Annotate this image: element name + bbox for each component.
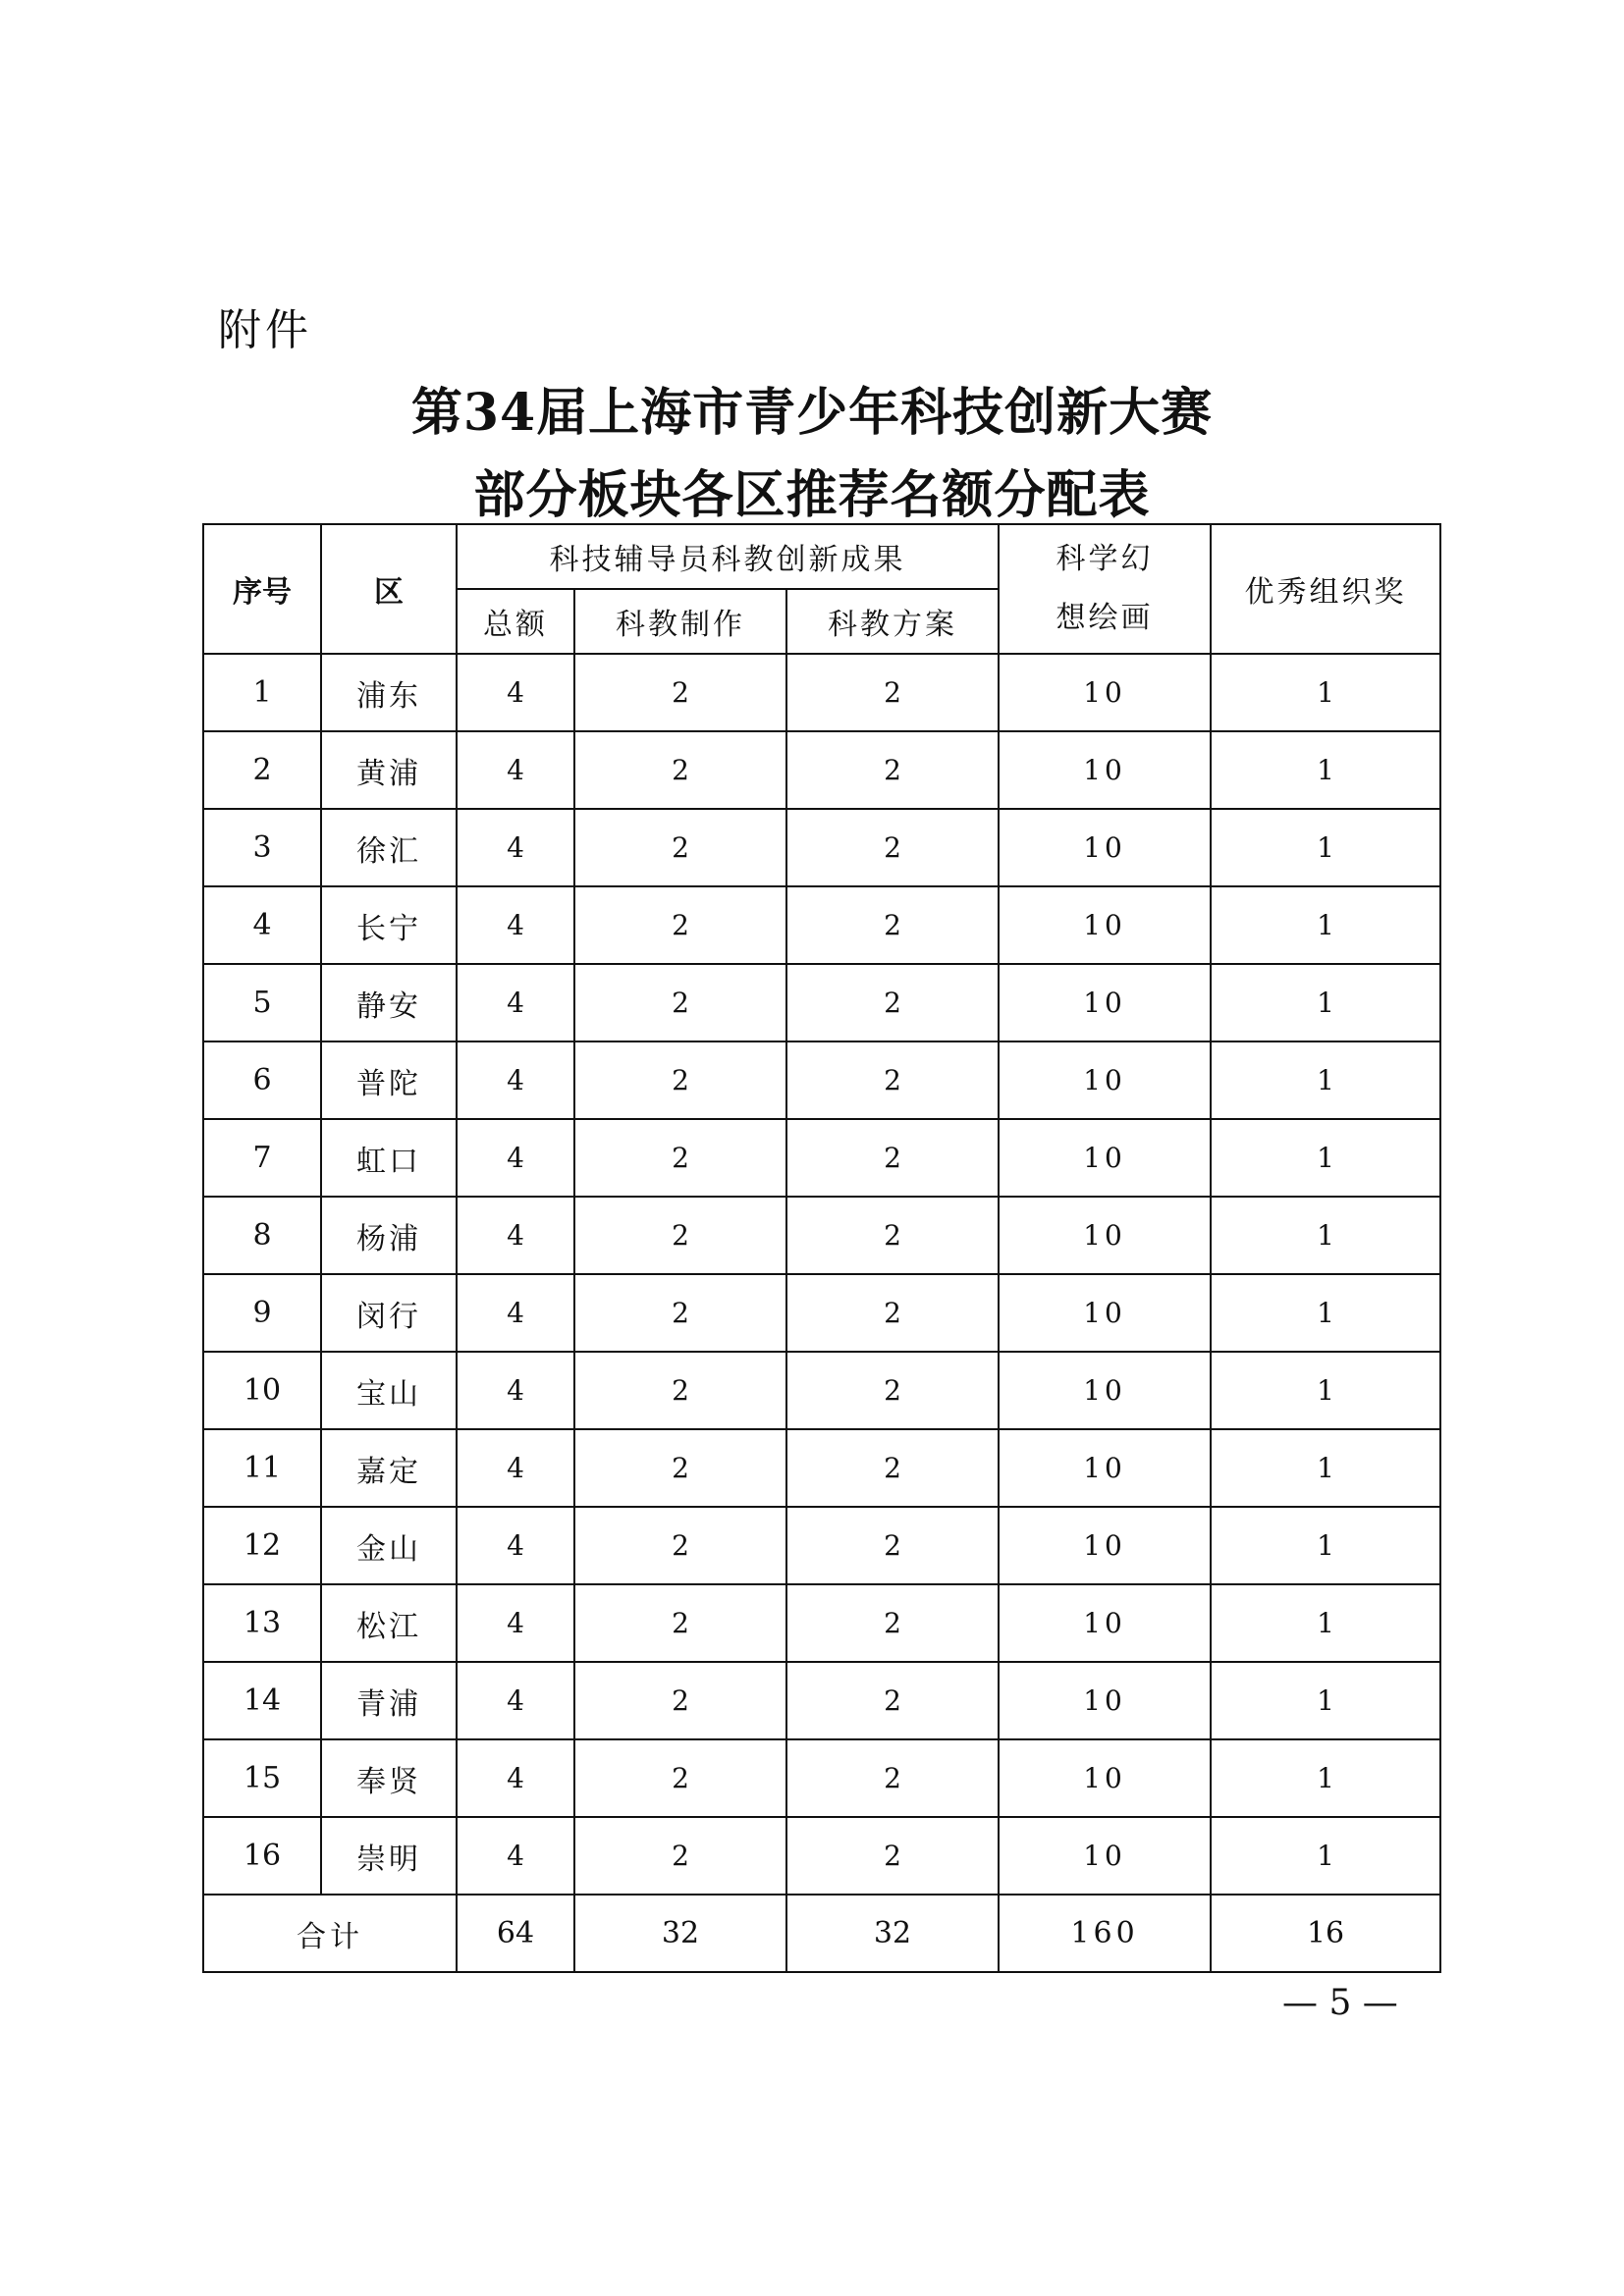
row-painting: 10 <box>999 731 1211 809</box>
row-painting: 10 <box>999 1041 1211 1119</box>
row-index: 7 <box>203 1119 321 1197</box>
row-production: 2 <box>574 654 786 731</box>
header-production: 科教制作 <box>574 589 786 654</box>
row-district: 徐汇 <box>321 809 457 886</box>
table-row <box>203 1817 1440 1895</box>
header-tutor-innovation-results: 科技辅导员科教创新成果 <box>457 524 999 589</box>
header-district: 区 <box>321 524 457 654</box>
row-painting: 10 <box>999 964 1211 1041</box>
row-index: 4 <box>203 886 321 964</box>
row-plan: 2 <box>786 1429 999 1507</box>
row-painting: 10 <box>999 1274 1211 1352</box>
header-total-quota: 总额 <box>457 589 574 654</box>
total-painting-sum: 160 <box>999 1895 1211 1972</box>
row-total-quota: 4 <box>457 1041 574 1119</box>
header-science-fantasy-painting <box>999 524 1211 654</box>
row-plan: 2 <box>786 964 999 1041</box>
row-painting: 10 <box>999 1507 1211 1584</box>
row-index: 5 <box>203 964 321 1041</box>
row-plan: 2 <box>786 654 999 731</box>
table-row <box>203 1739 1440 1817</box>
row-plan: 2 <box>786 1584 999 1662</box>
row-total-quota: 4 <box>457 886 574 964</box>
attachment-label: 附件 <box>218 305 312 355</box>
row-award: 1 <box>1211 1507 1440 1584</box>
row-total-quota: 4 <box>457 1739 574 1817</box>
row-award: 1 <box>1211 1662 1440 1739</box>
row-district: 嘉定 <box>321 1429 457 1507</box>
row-painting: 10 <box>999 809 1211 886</box>
row-total-quota: 4 <box>457 1197 574 1274</box>
row-award: 1 <box>1211 654 1440 731</box>
row-production: 2 <box>574 731 786 809</box>
row-index: 9 <box>203 1274 321 1352</box>
row-production: 2 <box>574 809 786 886</box>
header-organization-award: 优秀组织奖 <box>1211 524 1440 654</box>
header-plan: 科教方案 <box>786 589 999 654</box>
row-index: 10 <box>203 1352 321 1429</box>
row-index: 6 <box>203 1041 321 1119</box>
row-district: 静安 <box>321 964 457 1041</box>
table-row <box>203 1584 1440 1662</box>
row-district: 普陀 <box>321 1041 457 1119</box>
row-plan: 2 <box>786 1041 999 1119</box>
row-district: 杨浦 <box>321 1197 457 1274</box>
row-index: 1 <box>203 654 321 731</box>
row-production: 2 <box>574 1584 786 1662</box>
row-plan: 2 <box>786 1817 999 1895</box>
row-district: 虹口 <box>321 1119 457 1197</box>
row-district: 浦东 <box>321 654 457 731</box>
table-row <box>203 1119 1440 1197</box>
row-index: 2 <box>203 731 321 809</box>
table-header-row <box>203 524 1440 589</box>
row-painting: 10 <box>999 1352 1211 1429</box>
row-index: 16 <box>203 1817 321 1895</box>
row-plan: 2 <box>786 1662 999 1739</box>
table-row <box>203 809 1440 886</box>
row-painting: 10 <box>999 654 1211 731</box>
row-plan: 2 <box>786 1197 999 1274</box>
row-index: 11 <box>203 1429 321 1507</box>
row-painting: 10 <box>999 1739 1211 1817</box>
row-production: 2 <box>574 1507 786 1584</box>
row-plan: 2 <box>786 1739 999 1817</box>
row-plan: 2 <box>786 731 999 809</box>
row-production: 2 <box>574 886 786 964</box>
row-total-quota: 4 <box>457 1274 574 1352</box>
row-production: 2 <box>574 1352 786 1429</box>
row-production: 2 <box>574 1817 786 1895</box>
row-total-quota: 4 <box>457 809 574 886</box>
document-title-line-2: 部分板块各区推荐名额分配表 <box>473 465 1151 525</box>
row-award: 1 <box>1211 1041 1440 1119</box>
row-plan: 2 <box>786 1352 999 1429</box>
row-award: 1 <box>1211 731 1440 809</box>
row-plan: 2 <box>786 886 999 964</box>
total-award-sum: 16 <box>1211 1895 1440 1972</box>
row-award: 1 <box>1211 964 1440 1041</box>
header-painting-line-1: 科学幻 <box>1056 542 1154 576</box>
row-district: 青浦 <box>321 1662 457 1739</box>
table-row <box>203 1507 1440 1584</box>
row-production: 2 <box>574 1739 786 1817</box>
table-row <box>203 1274 1440 1352</box>
row-total-quota: 4 <box>457 1119 574 1197</box>
row-award: 1 <box>1211 809 1440 886</box>
row-index: 12 <box>203 1507 321 1584</box>
row-index: 13 <box>203 1584 321 1662</box>
row-production: 2 <box>574 1662 786 1739</box>
row-production: 2 <box>574 1197 786 1274</box>
row-plan: 2 <box>786 1119 999 1197</box>
table-row <box>203 1429 1440 1507</box>
row-index: 15 <box>203 1739 321 1817</box>
row-index: 8 <box>203 1197 321 1274</box>
row-painting: 10 <box>999 1119 1211 1197</box>
row-district: 长宁 <box>321 886 457 964</box>
row-production: 2 <box>574 964 786 1041</box>
table-total-row <box>203 1895 1440 1972</box>
row-award: 1 <box>1211 1739 1440 1817</box>
row-production: 2 <box>574 1274 786 1352</box>
quota-allocation-table <box>202 523 1441 1973</box>
row-index: 14 <box>203 1662 321 1739</box>
row-district: 闵行 <box>321 1274 457 1352</box>
row-district: 奉贤 <box>321 1739 457 1817</box>
table-row <box>203 964 1440 1041</box>
row-painting: 10 <box>999 1662 1211 1739</box>
row-district: 宝山 <box>321 1352 457 1429</box>
row-production: 2 <box>574 1429 786 1507</box>
row-award: 1 <box>1211 1119 1440 1197</box>
row-total-quota: 4 <box>457 731 574 809</box>
row-total-quota: 4 <box>457 1507 574 1584</box>
table-row <box>203 731 1440 809</box>
row-award: 1 <box>1211 1352 1440 1429</box>
row-production: 2 <box>574 1041 786 1119</box>
row-award: 1 <box>1211 1429 1440 1507</box>
row-total-quota: 4 <box>457 654 574 731</box>
row-plan: 2 <box>786 809 999 886</box>
table-row <box>203 1041 1440 1119</box>
total-label: 合计 <box>203 1895 457 1972</box>
row-plan: 2 <box>786 1274 999 1352</box>
row-total-quota: 4 <box>457 1429 574 1507</box>
row-award: 1 <box>1211 886 1440 964</box>
row-award: 1 <box>1211 1197 1440 1274</box>
table-row <box>203 1662 1440 1739</box>
table-row <box>203 654 1440 731</box>
row-index: 3 <box>203 809 321 886</box>
row-plan: 2 <box>786 1507 999 1584</box>
total-production-sum: 32 <box>574 1895 786 1972</box>
table-row <box>203 1352 1440 1429</box>
table-row <box>203 1197 1440 1274</box>
row-award: 1 <box>1211 1274 1440 1352</box>
row-total-quota: 4 <box>457 1584 574 1662</box>
row-district: 崇明 <box>321 1817 457 1895</box>
row-total-quota: 4 <box>457 1817 574 1895</box>
row-total-quota: 4 <box>457 1662 574 1739</box>
row-award: 1 <box>1211 1817 1440 1895</box>
page-number: — 5 — <box>1282 1983 1398 2023</box>
total-quota-sum: 64 <box>457 1895 574 1972</box>
table-body <box>203 654 1440 1895</box>
row-painting: 10 <box>999 1817 1211 1895</box>
row-district: 黄浦 <box>321 731 457 809</box>
row-production: 2 <box>574 1119 786 1197</box>
row-painting: 10 <box>999 1429 1211 1507</box>
row-painting: 10 <box>999 1197 1211 1274</box>
header-index: 序号 <box>203 524 321 654</box>
table-row <box>203 886 1440 964</box>
row-award: 1 <box>1211 1584 1440 1662</box>
header-painting-line-2: 想绘画 <box>1056 601 1154 635</box>
row-painting: 10 <box>999 1584 1211 1662</box>
row-district: 松江 <box>321 1584 457 1662</box>
total-plan-sum: 32 <box>786 1895 999 1972</box>
row-total-quota: 4 <box>457 1352 574 1429</box>
row-district: 金山 <box>321 1507 457 1584</box>
document-title-line-1: 第34届上海市青少年科技创新大赛 <box>410 383 1214 443</box>
row-painting: 10 <box>999 886 1211 964</box>
row-total-quota: 4 <box>457 964 574 1041</box>
